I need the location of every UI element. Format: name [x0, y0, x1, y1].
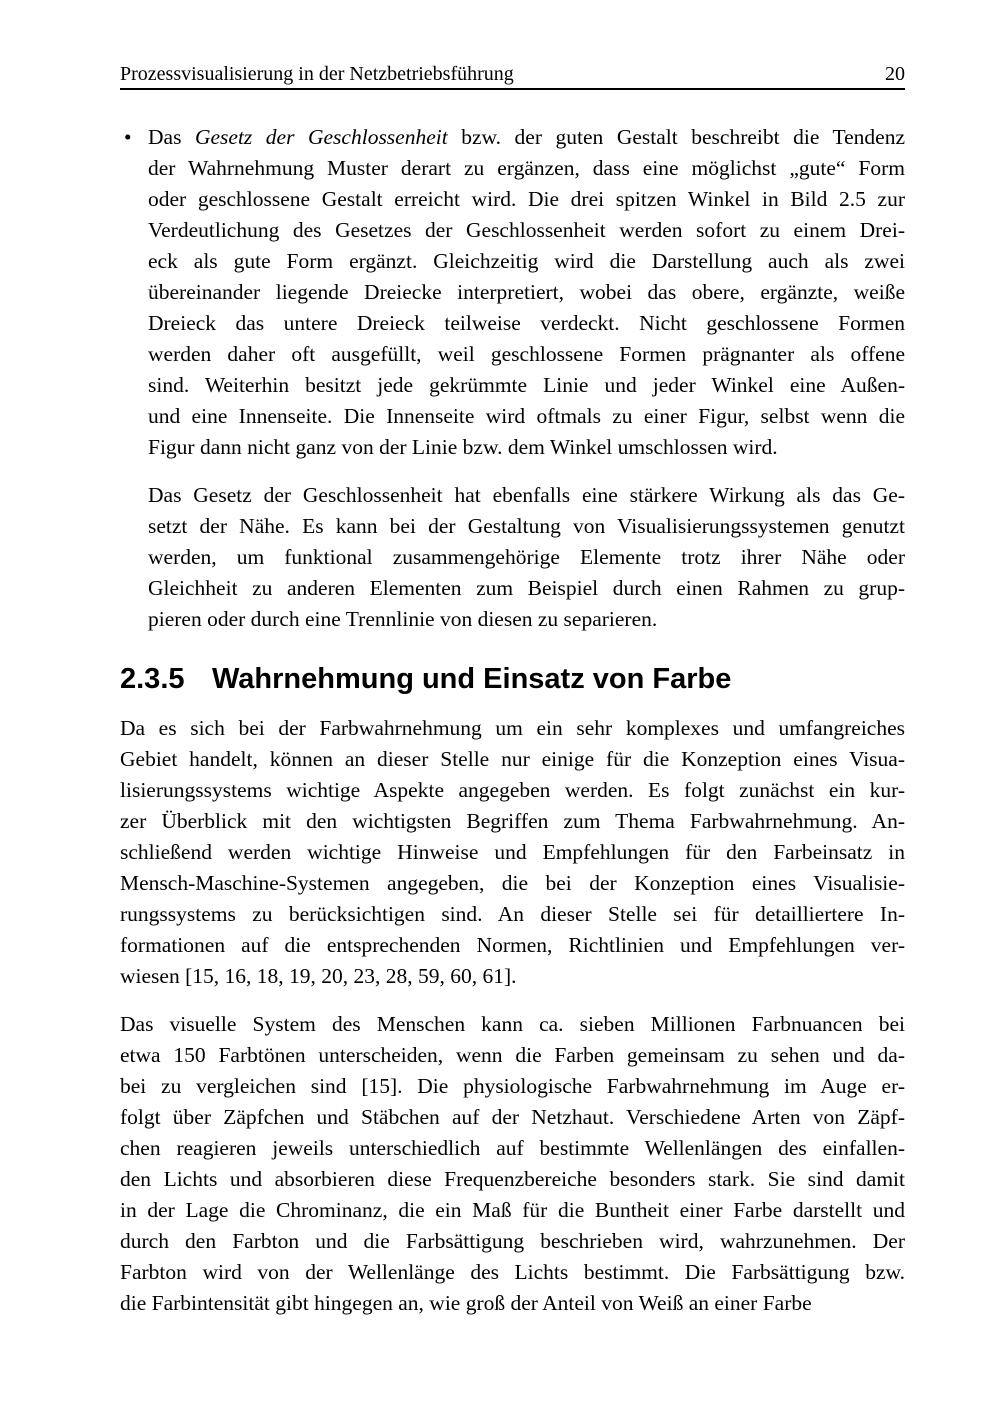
- page-content: [120, 122, 905, 1319]
- heading-number: 2.3.5: [120, 663, 185, 695]
- paragraph: [120, 713, 905, 992]
- text-segment: bzw. der guten Gestalt beschreibt die Tendenz: [447, 125, 906, 149]
- text-line: pieren oder durch eine Trennlinie von diesen zu separieren.: [148, 607, 658, 631]
- text-line: Das visuelle System des Menschen kann ca. sieben Millionen Farbnuancen bei: [120, 1012, 905, 1036]
- text-line: setzt der Nähe. Es kann bei der Gestaltung von Visualisierungssystemen genutzt: [148, 514, 905, 538]
- italic-term: Gesetz der Geschlossenheit: [194, 125, 448, 149]
- text-line: Da es sich bei der Farbwahrnehmung um ein sehr komplexes und umfangreiches: [120, 716, 905, 740]
- text-line: rungssystems zu berücksichtigen sind. An dieser Stelle sei für detailliertere In-: [120, 902, 905, 926]
- text-line: oder geschlossene Gestalt erreicht wird. Die drei spitzen Winkel in Bild 2.5 zur: [148, 187, 905, 211]
- text-line: eck als gute Form ergänzt. Gleichzeitig wird die Darstellung auch als zwei: [148, 249, 905, 273]
- text-line: Gleichheit zu anderen Elementen zum Beispiel durch einen Rahmen zu grup-: [148, 576, 905, 600]
- text-line: Mensch-Maschine-Systemen angegeben, die bei der Konzeption eines Visualisie-: [120, 871, 905, 895]
- text-line: die Farbintensität gibt hingegen an, wie groß der Anteil von Weiß an einer Farbe: [120, 1291, 812, 1315]
- text-line: den Lichts und absorbieren diese Frequenzbereiche besonders stark. Sie sind damit: [120, 1167, 905, 1191]
- text-line: formationen auf die entsprechenden Normen, Richtlinien und Empfehlungen ver-: [120, 933, 905, 957]
- text-segment: Das: [148, 125, 195, 149]
- text-line: sind. Weiterhin besitzt jede gekrümmte Linie und jeder Winkel eine Außen-: [148, 373, 905, 397]
- text-line: durch den Farbton und die Farbsättigung beschrieben wird, wahrzunehmen. Der: [120, 1229, 905, 1253]
- text-line: werden daher oft ausgefüllt, weil geschlossene Formen prägnanter als offene: [148, 342, 905, 366]
- section-heading: [120, 661, 905, 697]
- text-line: Farbton wird von der Wellenlänge des Lichts bestimmt. Die Farbsättigung bzw.: [120, 1260, 905, 1284]
- text-line: wiesen [15, 16, 18, 19, 20, 23, 28, 59, 60, 61].: [120, 964, 517, 988]
- text-line: chen reagieren jeweils unterschiedlich auf bestimmte Wellenlängen des einfallen-: [120, 1136, 905, 1160]
- text-line: Das Gesetz der Geschlossenheit hat ebenfalls eine stärkere Wirkung als das Ge-: [148, 483, 905, 507]
- text-line: schließend werden wichtige Hinweise und Empfehlungen für den Farbeinsatz in: [120, 840, 905, 864]
- text-line: der Wahrnehmung Muster derart zu ergänzen, dass eine möglichst „gute“ Form: [148, 156, 905, 180]
- text-line: bei zu vergleichen sind [15]. Die physiologische Farbwahrnehmung im Auge er-: [120, 1074, 905, 1098]
- text-line: in der Lage die Chrominanz, die ein Maß für die Buntheit einer Farbe darstellt und: [120, 1198, 905, 1222]
- bullet-icon: •: [124, 125, 132, 149]
- text-line: und eine Innenseite. Die Innenseite wird oftmals zu einer Figur, selbst wenn die: [148, 404, 905, 428]
- text-line: Figur dann nicht ganz von der Linie bzw. dem Winkel umschlossen wird.: [148, 435, 778, 459]
- paragraph: [148, 480, 905, 635]
- bullet-list-item: [120, 122, 905, 463]
- text-line: folgt über Zäpfchen und Stäbchen auf der Netzhaut. Verschiedene Arten von Zäpf-: [120, 1105, 905, 1129]
- text-line: zer Überblick mit den wichtigsten Begriffen zum Thema Farbwahrnehmung. An-: [120, 809, 905, 833]
- heading-text: Wahrnehmung und Einsatz von Farbe: [212, 663, 732, 695]
- text-line: übereinander liegende Dreiecke interpretiert, wobei das obere, ergänzte, weiße: [148, 280, 905, 304]
- text-line: Gebiet handelt, können an dieser Stelle nur einige für die Konzeption eines Visua-: [120, 747, 905, 771]
- text-line: etwa 150 Farbtönen unterscheiden, wenn die Farben gemeinsam zu sehen und da-: [120, 1043, 905, 1067]
- text-line: Dreieck das untere Dreieck teilweise verdeckt. Nicht geschlossene Formen: [148, 311, 905, 335]
- header-page-number: 20: [885, 63, 905, 85]
- header-title: Prozessvisualisierung in der Netzbetriebsführung: [120, 63, 514, 85]
- text-line: werden, um funktional zusammengehörige Elemente trotz ihrer Nähe oder: [148, 545, 905, 569]
- text-line: lisierungssystems wichtige Aspekte angegeben werden. Es folgt zunächst ein kur-: [120, 778, 905, 802]
- running-header: [120, 62, 905, 90]
- paragraph: [120, 1009, 905, 1319]
- text-line: [148, 122, 905, 153]
- text-line: Verdeutlichung des Gesetzes der Geschlossenheit werden sofort zu einem Drei-: [148, 218, 905, 242]
